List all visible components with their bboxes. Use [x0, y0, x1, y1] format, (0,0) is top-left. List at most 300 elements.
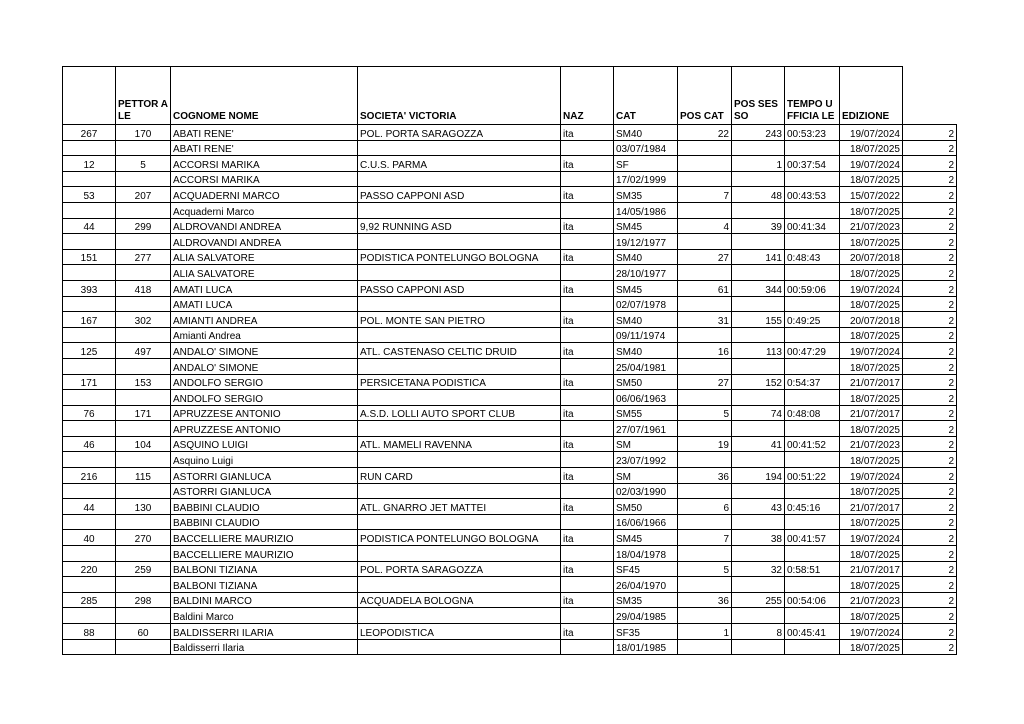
- results-table: [62, 66, 957, 655]
- row-nationality: ita: [561, 343, 614, 359]
- row-bib: [116, 140, 171, 156]
- table-row: [63, 546, 957, 562]
- row-edition: 19/07/2024: [840, 343, 903, 359]
- table-row: [63, 452, 957, 468]
- row-count: 2: [903, 421, 957, 437]
- row-position: [63, 234, 116, 250]
- row-club: PASSO CAPPONI ASD: [358, 187, 561, 203]
- row-position: 171: [63, 374, 116, 390]
- row-nationality: ita: [561, 187, 614, 203]
- row-category: 27/07/1961: [614, 421, 678, 437]
- row-gender-position: [732, 296, 785, 312]
- row-edition: 18/07/2025: [840, 452, 903, 468]
- row-edition: 21/07/2023: [840, 436, 903, 452]
- row-category: 26/04/1970: [614, 577, 678, 593]
- row-count: 2: [903, 530, 957, 546]
- row-position: [63, 483, 116, 499]
- row-club: [358, 390, 561, 406]
- table-row: [63, 483, 957, 499]
- row-position: 393: [63, 280, 116, 296]
- row-edition: 18/07/2025: [840, 202, 903, 218]
- row-gender-position: [732, 546, 785, 562]
- row-count: 2: [903, 499, 957, 515]
- row-nationality: [561, 421, 614, 437]
- table-row: [63, 577, 957, 593]
- row-nationality: [561, 577, 614, 593]
- row-edition: 18/07/2025: [840, 639, 903, 655]
- row-category-position: 5: [678, 561, 732, 577]
- row-name: ALDROVANDI ANDREA: [171, 218, 358, 234]
- row-count: 2: [903, 265, 957, 281]
- row-club: [358, 639, 561, 655]
- table-row: [63, 358, 957, 374]
- row-count: 2: [903, 639, 957, 655]
- row-name: Asquino Luigi: [171, 452, 358, 468]
- row-gender-position: 38: [732, 530, 785, 546]
- row-count: 2: [903, 436, 957, 452]
- row-name: APRUZZESE ANTONIO: [171, 421, 358, 437]
- table-row: [63, 468, 957, 484]
- row-category: SM40: [614, 312, 678, 328]
- row-edition: 18/07/2025: [840, 546, 903, 562]
- row-official-time: 00:47:29: [785, 343, 840, 359]
- row-nationality: [561, 390, 614, 406]
- row-gender-position: 141: [732, 249, 785, 265]
- table-row: [63, 140, 957, 156]
- row-position: 40: [63, 530, 116, 546]
- row-position: 125: [63, 343, 116, 359]
- row-nationality: ita: [561, 436, 614, 452]
- row-category: SM35: [614, 592, 678, 608]
- row-name: AMATI LUCA: [171, 296, 358, 312]
- table-row: [63, 218, 957, 234]
- row-category-position: [678, 452, 732, 468]
- row-official-time: 0:54:37: [785, 374, 840, 390]
- row-position: 216: [63, 468, 116, 484]
- row-category-position: [678, 483, 732, 499]
- row-name: ALDROVANDI ANDREA: [171, 234, 358, 250]
- row-name: ASTORRI GIANLUCA: [171, 483, 358, 499]
- row-club: [358, 265, 561, 281]
- row-bib: 270: [116, 530, 171, 546]
- row-position: [63, 608, 116, 624]
- row-category: 18/04/1978: [614, 546, 678, 562]
- table-row: [63, 639, 957, 655]
- row-position: [63, 514, 116, 530]
- table-row: [63, 405, 957, 421]
- row-gender-position: 1: [732, 156, 785, 172]
- row-bib: 497: [116, 343, 171, 359]
- row-count: 2: [903, 577, 957, 593]
- row-gender-position: 43: [732, 499, 785, 515]
- row-bib: [116, 202, 171, 218]
- row-official-time: 00:43:53: [785, 187, 840, 203]
- row-gender-position: [732, 639, 785, 655]
- row-club: ACQUADELA BOLOGNA: [358, 592, 561, 608]
- row-name: ACCORSI MARIKA: [171, 171, 358, 187]
- row-official-time: 00:59:06: [785, 280, 840, 296]
- row-gender-position: [732, 390, 785, 406]
- row-club: [358, 296, 561, 312]
- row-official-time: [785, 171, 840, 187]
- row-official-time: 00:45:41: [785, 624, 840, 640]
- row-gender-position: [732, 171, 785, 187]
- row-nationality: ita: [561, 561, 614, 577]
- row-name: BALDINI MARCO: [171, 592, 358, 608]
- row-category: 14/05/1986: [614, 202, 678, 218]
- row-position: [63, 140, 116, 156]
- row-gender-position: [732, 452, 785, 468]
- row-official-time: [785, 546, 840, 562]
- row-nationality: [561, 483, 614, 499]
- row-nationality: [561, 327, 614, 343]
- row-count: 2: [903, 592, 957, 608]
- row-category-position: [678, 546, 732, 562]
- row-nationality: [561, 202, 614, 218]
- header-category: CAT: [614, 67, 678, 125]
- row-category: SM50: [614, 374, 678, 390]
- row-bib: [116, 483, 171, 499]
- row-position: 151: [63, 249, 116, 265]
- header-bib: PETTOR ALE: [116, 67, 171, 125]
- row-category-position: 7: [678, 530, 732, 546]
- row-gender-position: 48: [732, 187, 785, 203]
- row-category: 23/07/1992: [614, 452, 678, 468]
- header-row: [63, 67, 957, 125]
- row-count: 2: [903, 125, 957, 141]
- row-category: 17/02/1999: [614, 171, 678, 187]
- row-edition: 18/07/2025: [840, 514, 903, 530]
- row-edition: 18/07/2025: [840, 483, 903, 499]
- row-position: [63, 327, 116, 343]
- row-position: [63, 202, 116, 218]
- header-count: [903, 67, 957, 125]
- row-category-position: 22: [678, 125, 732, 141]
- row-category-position: 36: [678, 592, 732, 608]
- table-row: [63, 202, 957, 218]
- row-gender-position: [732, 234, 785, 250]
- row-category-position: [678, 608, 732, 624]
- row-bib: [116, 296, 171, 312]
- row-gender-position: [732, 608, 785, 624]
- row-gender-position: 39: [732, 218, 785, 234]
- row-club: [358, 514, 561, 530]
- row-bib: 171: [116, 405, 171, 421]
- row-category-position: [678, 265, 732, 281]
- row-bib: [116, 234, 171, 250]
- row-club: [358, 140, 561, 156]
- row-club: ATL. MAMELI RAVENNA: [358, 436, 561, 452]
- row-official-time: [785, 234, 840, 250]
- row-nationality: [561, 514, 614, 530]
- row-edition: 18/07/2025: [840, 577, 903, 593]
- row-position: [63, 577, 116, 593]
- row-official-time: [785, 140, 840, 156]
- row-bib: 104: [116, 436, 171, 452]
- row-bib: 115: [116, 468, 171, 484]
- row-position: 220: [63, 561, 116, 577]
- table-row: [63, 125, 957, 141]
- table-row: [63, 280, 957, 296]
- row-position: [63, 265, 116, 281]
- row-count: 2: [903, 171, 957, 187]
- row-gender-position: [732, 358, 785, 374]
- row-category: SF45: [614, 561, 678, 577]
- row-count: 2: [903, 405, 957, 421]
- row-bib: [116, 327, 171, 343]
- row-name: ANDOLFO SERGIO: [171, 374, 358, 390]
- row-name: Baldini Marco: [171, 608, 358, 624]
- row-position: 12: [63, 156, 116, 172]
- row-position: [63, 639, 116, 655]
- header-club: SOCIETA' VICTORIA: [358, 67, 561, 125]
- row-bib: [116, 514, 171, 530]
- row-nationality: ita: [561, 280, 614, 296]
- table-row: [63, 249, 957, 265]
- row-category-position: [678, 156, 732, 172]
- row-official-time: [785, 577, 840, 593]
- row-nationality: ita: [561, 530, 614, 546]
- row-category-position: 31: [678, 312, 732, 328]
- row-count: 2: [903, 218, 957, 234]
- row-club: [358, 171, 561, 187]
- row-edition: 18/07/2025: [840, 265, 903, 281]
- row-gender-position: 41: [732, 436, 785, 452]
- row-category: 02/07/1978: [614, 296, 678, 312]
- row-bib: 60: [116, 624, 171, 640]
- header-name: COGNOME NOME: [171, 67, 358, 125]
- row-category: SM: [614, 468, 678, 484]
- row-category: SF: [614, 156, 678, 172]
- row-count: 2: [903, 234, 957, 250]
- row-category: SM40: [614, 343, 678, 359]
- row-edition: 18/07/2025: [840, 327, 903, 343]
- row-gender-position: [732, 265, 785, 281]
- row-official-time: 0:58:51: [785, 561, 840, 577]
- row-bib: [116, 452, 171, 468]
- row-count: 2: [903, 187, 957, 203]
- row-position: [63, 390, 116, 406]
- row-nationality: [561, 639, 614, 655]
- table-row: [63, 374, 957, 390]
- row-category: SM: [614, 436, 678, 452]
- row-edition: 19/07/2024: [840, 468, 903, 484]
- row-name: BABBINI CLAUDIO: [171, 499, 358, 515]
- row-position: [63, 296, 116, 312]
- row-official-time: [785, 639, 840, 655]
- row-bib: 5: [116, 156, 171, 172]
- row-club: LEOPODISTICA: [358, 624, 561, 640]
- row-position: [63, 358, 116, 374]
- table-row: [63, 234, 957, 250]
- row-nationality: ita: [561, 249, 614, 265]
- row-name: Acquaderni Marco: [171, 202, 358, 218]
- row-category-position: 5: [678, 405, 732, 421]
- row-edition: 19/07/2024: [840, 624, 903, 640]
- row-count: 2: [903, 468, 957, 484]
- row-gender-position: [732, 202, 785, 218]
- table-row: [63, 592, 957, 608]
- row-nationality: ita: [561, 125, 614, 141]
- row-edition: 20/07/2018: [840, 249, 903, 265]
- table-row: [63, 265, 957, 281]
- row-club: [358, 608, 561, 624]
- row-category-position: [678, 577, 732, 593]
- row-category: SM55: [614, 405, 678, 421]
- row-name: ACQUADERNI MARCO: [171, 187, 358, 203]
- row-nationality: [561, 140, 614, 156]
- row-category: SF35: [614, 624, 678, 640]
- row-position: [63, 171, 116, 187]
- row-gender-position: [732, 327, 785, 343]
- row-official-time: [785, 608, 840, 624]
- row-name: APRUZZESE ANTONIO: [171, 405, 358, 421]
- row-bib: [116, 421, 171, 437]
- row-name: ANDOLFO SERGIO: [171, 390, 358, 406]
- row-bib: [116, 608, 171, 624]
- row-club: [358, 234, 561, 250]
- row-edition: 19/07/2024: [840, 280, 903, 296]
- row-category: SM40: [614, 125, 678, 141]
- row-club: ATL. GNARRO JET MATTEI: [358, 499, 561, 515]
- row-nationality: ita: [561, 624, 614, 640]
- row-category-position: 61: [678, 280, 732, 296]
- row-club: [358, 358, 561, 374]
- row-count: 2: [903, 280, 957, 296]
- row-category-position: [678, 421, 732, 437]
- row-edition: 21/07/2017: [840, 499, 903, 515]
- row-name: AMATI LUCA: [171, 280, 358, 296]
- row-gender-position: [732, 514, 785, 530]
- row-club: POL. PORTA SARAGOZZA: [358, 125, 561, 141]
- row-club: PERSICETANA PODISTICA: [358, 374, 561, 390]
- row-nationality: [561, 296, 614, 312]
- row-bib: 153: [116, 374, 171, 390]
- row-position: 267: [63, 125, 116, 141]
- row-category-position: 7: [678, 187, 732, 203]
- row-gender-position: 155: [732, 312, 785, 328]
- row-position: 285: [63, 592, 116, 608]
- row-count: 2: [903, 202, 957, 218]
- row-count: 2: [903, 374, 957, 390]
- row-edition: 18/07/2025: [840, 358, 903, 374]
- header-position: [63, 67, 116, 125]
- row-category: SM35: [614, 187, 678, 203]
- row-bib: [116, 265, 171, 281]
- row-name: ASTORRI GIANLUCA: [171, 468, 358, 484]
- row-count: 2: [903, 249, 957, 265]
- row-count: 2: [903, 514, 957, 530]
- row-official-time: [785, 296, 840, 312]
- row-category-position: 19: [678, 436, 732, 452]
- row-gender-position: 8: [732, 624, 785, 640]
- row-category-position: [678, 358, 732, 374]
- row-official-time: 00:41:57: [785, 530, 840, 546]
- row-category: 16/06/1966: [614, 514, 678, 530]
- row-name: ANDALO' SIMONE: [171, 343, 358, 359]
- row-category: 25/04/1981: [614, 358, 678, 374]
- row-position: [63, 546, 116, 562]
- row-category: SM50: [614, 499, 678, 515]
- row-position: 76: [63, 405, 116, 421]
- row-bib: [116, 546, 171, 562]
- row-nationality: ita: [561, 312, 614, 328]
- row-edition: 21/07/2017: [840, 374, 903, 390]
- row-category: 19/12/1977: [614, 234, 678, 250]
- row-position: 167: [63, 312, 116, 328]
- row-category-position: 6: [678, 499, 732, 515]
- table-row: [63, 421, 957, 437]
- row-name: ABATI RENE': [171, 140, 358, 156]
- row-gender-position: 243: [732, 125, 785, 141]
- table-row: [63, 514, 957, 530]
- row-count: 2: [903, 312, 957, 328]
- row-category-position: [678, 234, 732, 250]
- row-bib: [116, 358, 171, 374]
- row-bib: [116, 577, 171, 593]
- row-edition: 18/07/2025: [840, 140, 903, 156]
- row-official-time: 0:48:43: [785, 249, 840, 265]
- row-edition: 21/07/2023: [840, 218, 903, 234]
- row-bib: 259: [116, 561, 171, 577]
- results-body: [63, 125, 957, 655]
- row-category: 29/04/1985: [614, 608, 678, 624]
- header-official-time: TEMPO UFFICIA LE: [785, 67, 840, 125]
- row-position: [63, 452, 116, 468]
- row-category-position: 36: [678, 468, 732, 484]
- row-official-time: [785, 452, 840, 468]
- row-name: ALIA SALVATORE: [171, 265, 358, 281]
- row-gender-position: 255: [732, 592, 785, 608]
- row-edition: 18/07/2025: [840, 234, 903, 250]
- header-edition: EDIZIONE: [840, 67, 903, 125]
- row-name: BALDISSERRI ILARIA: [171, 624, 358, 640]
- row-edition: 21/07/2017: [840, 561, 903, 577]
- row-club: [358, 483, 561, 499]
- row-official-time: 00:41:52: [785, 436, 840, 452]
- row-edition: 21/07/2023: [840, 592, 903, 608]
- row-name: ASQUINO LUIGI: [171, 436, 358, 452]
- table-row: [63, 390, 957, 406]
- row-nationality: [561, 452, 614, 468]
- row-official-time: [785, 421, 840, 437]
- row-category-position: [678, 296, 732, 312]
- row-count: 2: [903, 561, 957, 577]
- row-count: 2: [903, 327, 957, 343]
- row-nationality: ita: [561, 499, 614, 515]
- row-count: 2: [903, 483, 957, 499]
- row-position: 53: [63, 187, 116, 203]
- table-row: [63, 187, 957, 203]
- row-edition: 18/07/2025: [840, 390, 903, 406]
- row-edition: 15/07/2022: [840, 187, 903, 203]
- row-official-time: 0:49:25: [785, 312, 840, 328]
- row-gender-position: [732, 421, 785, 437]
- row-official-time: 00:37:54: [785, 156, 840, 172]
- row-edition: 21/07/2017: [840, 405, 903, 421]
- row-bib: 299: [116, 218, 171, 234]
- row-count: 2: [903, 296, 957, 312]
- row-nationality: [561, 171, 614, 187]
- row-category: SM45: [614, 218, 678, 234]
- row-nationality: [561, 546, 614, 562]
- row-nationality: ita: [561, 218, 614, 234]
- row-name: Baldisserri Ilaria: [171, 639, 358, 655]
- row-count: 2: [903, 452, 957, 468]
- row-gender-position: 113: [732, 343, 785, 359]
- row-category-position: 4: [678, 218, 732, 234]
- row-official-time: 0:48:08: [785, 405, 840, 421]
